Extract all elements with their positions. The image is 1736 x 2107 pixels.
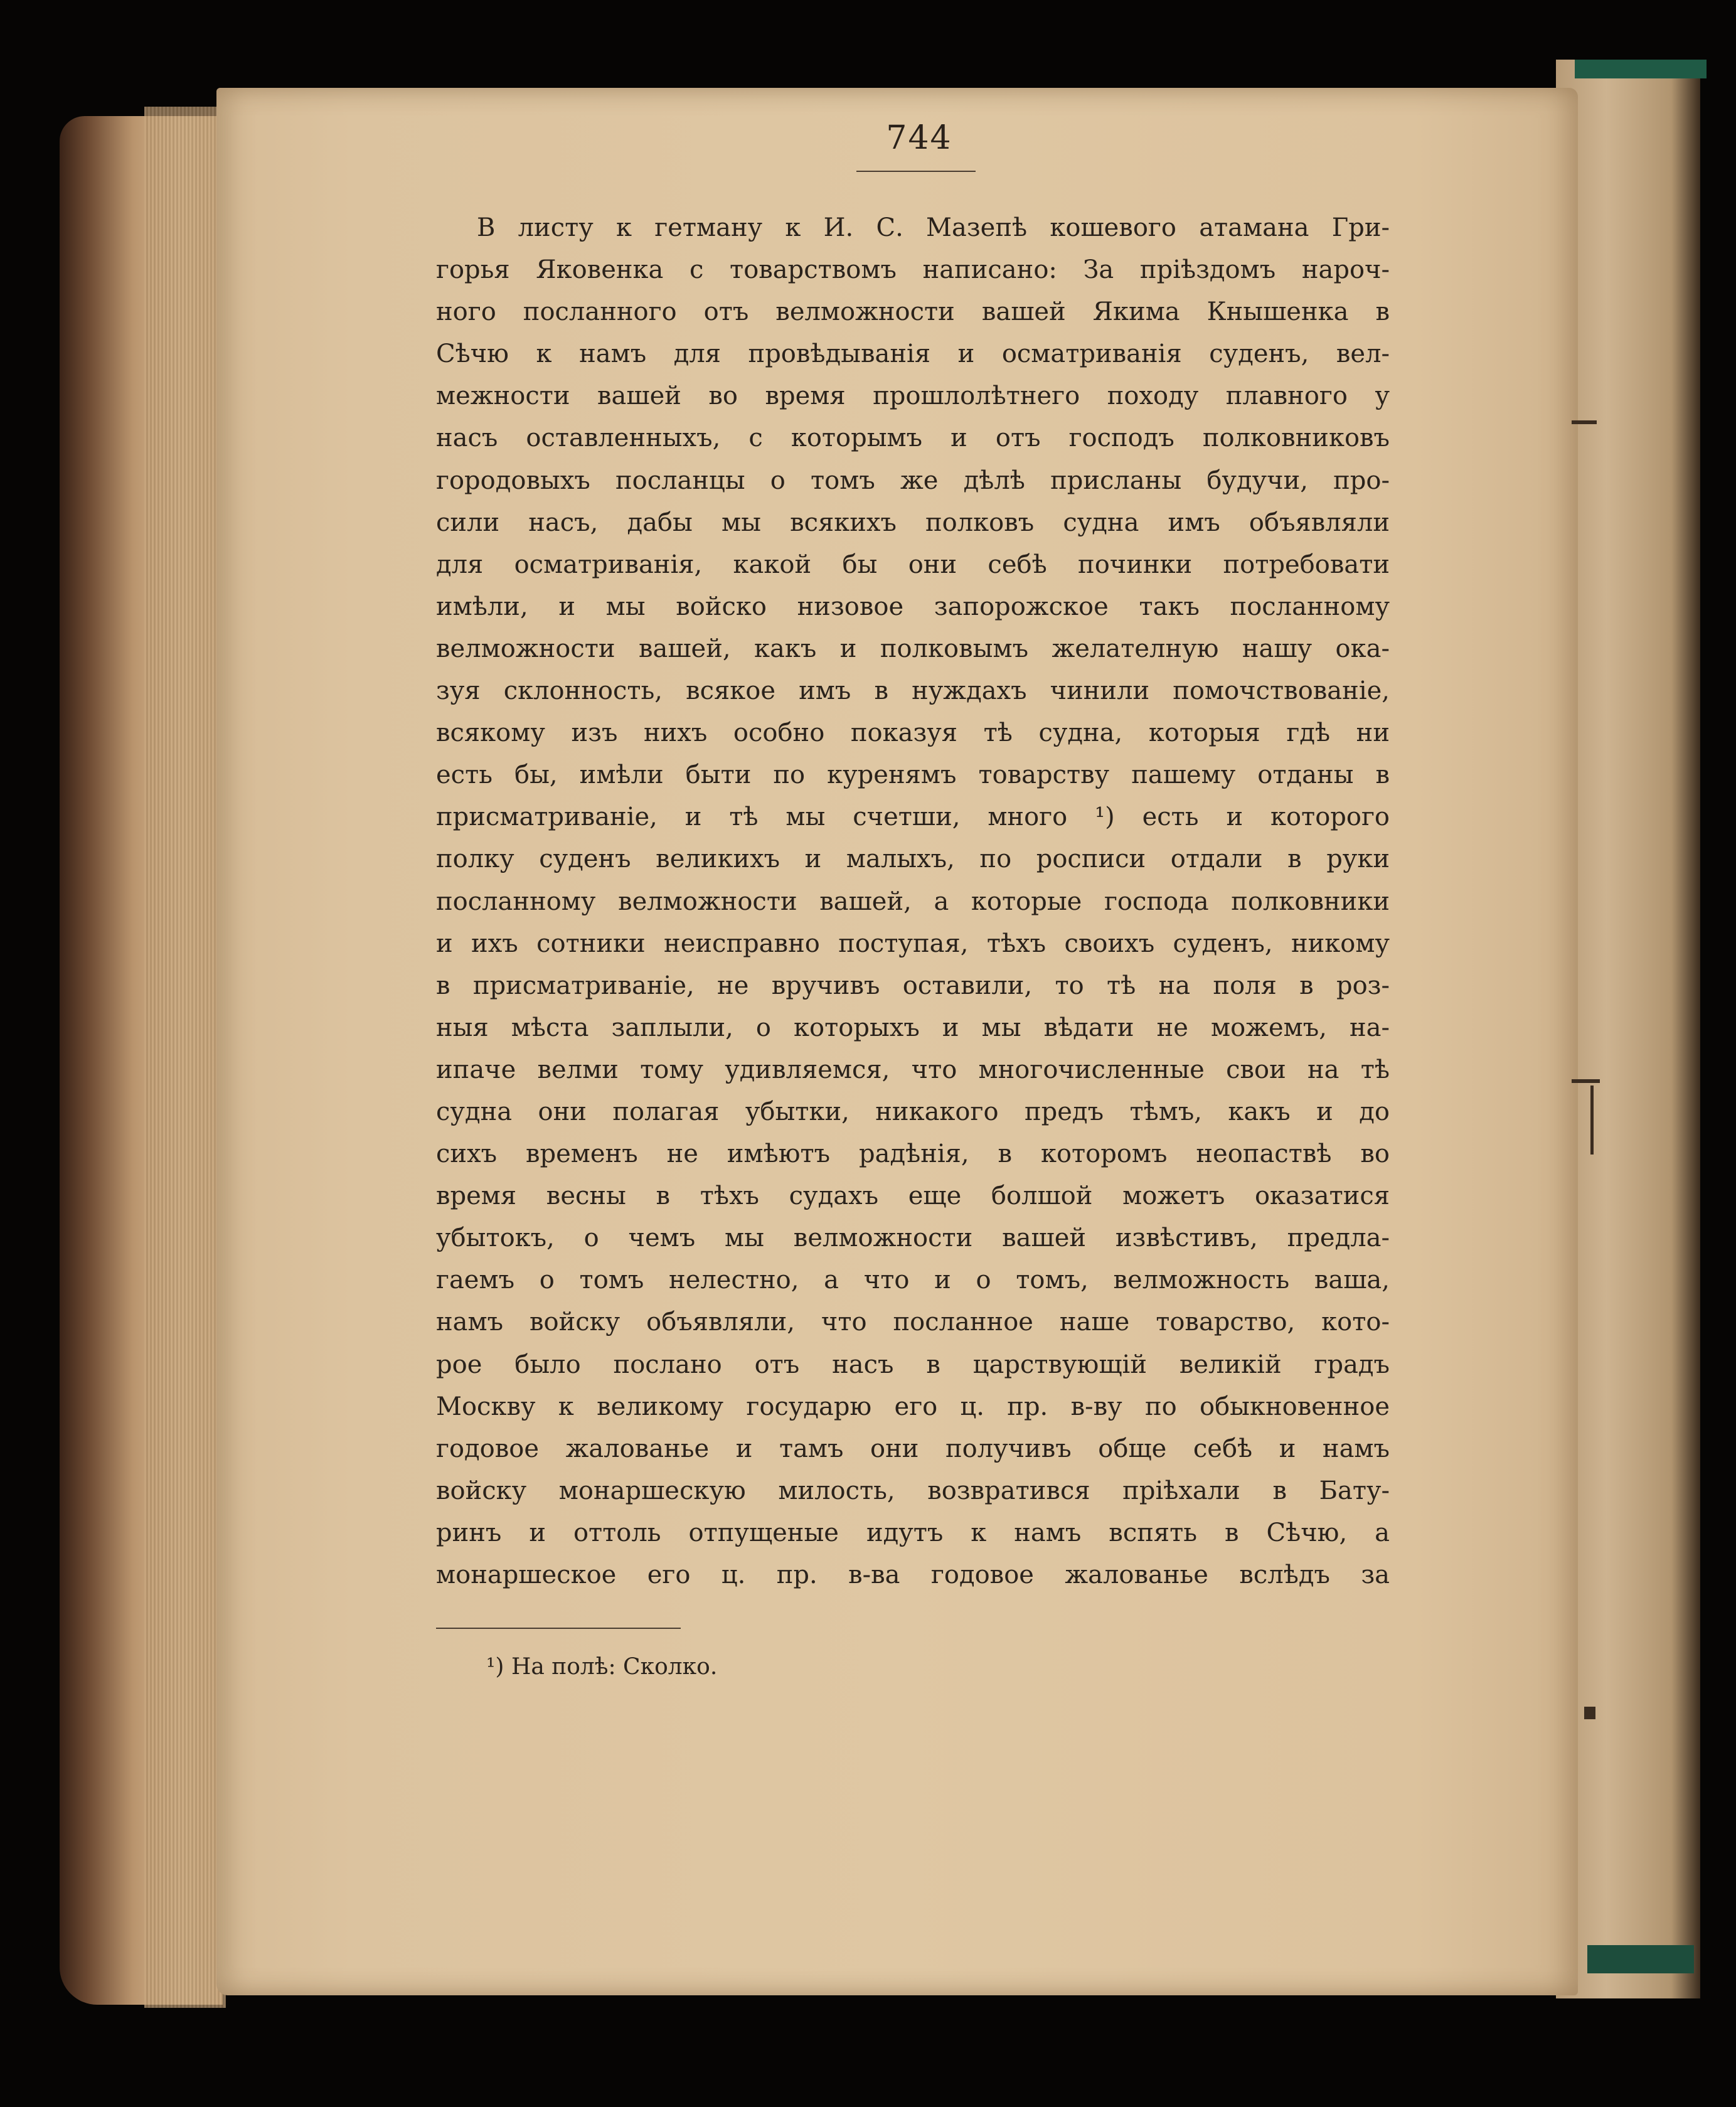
text-line: войску монаршескую милость, возвратився прiѣхали в Бату-	[436, 1476, 1390, 1505]
text-line: горья Яковенка с товарствомъ написано: За прiѣздомъ нароч-	[436, 255, 1390, 285]
footnote-text: На полѣ: Сколко.	[511, 1654, 718, 1680]
text-line: для осматриванiя, какой бы они себѣ починки потребовати	[436, 550, 1390, 579]
text-line: ринъ и оттоль отпущеные идутъ к намъ вспять в Сѣчю, а	[436, 1518, 1390, 1547]
footnote-rule	[436, 1628, 681, 1629]
footnote	[486, 1654, 717, 1680]
text-line: имѣли, и мы войско низовое запорожское такъ посланному	[436, 592, 1390, 621]
edge-notch	[1572, 1079, 1600, 1083]
text-line: присматриванiе, и тѣ мы счетши, много ¹) есть и которого	[436, 803, 1390, 832]
cover-binding-top	[1575, 60, 1707, 78]
text-line: ныя мѣста заплыли, о которыхъ и мы вѣдати не можемъ, на-	[436, 1013, 1390, 1042]
text-line: монаршеское его ц. пр. в-ва годовое жалованье вслѣдъ за	[436, 1560, 1390, 1589]
text-line: сихъ временъ не имѣютъ радѣнiя, в которомъ неопаствѣ во	[436, 1139, 1390, 1169]
text-line: судна они полагая убытки, никакого предъ тѣмъ, какъ и до	[436, 1097, 1390, 1126]
cover-binding-bottom	[1587, 1945, 1694, 1973]
text-line: Москву к великому государю его ц. пр. в-ву по обыкновенное	[436, 1392, 1390, 1421]
text-line: в присматриванiе, не вручивъ оставили, то тѣ на поля в роз-	[436, 971, 1390, 1000]
text-line: В листу к гетману к И. С. Мазепѣ кошевого атамана Гри-	[477, 213, 1390, 242]
text-line: Сѣчю к намъ для провѣдыванiя и осматриванiя суденъ, вел-	[436, 339, 1390, 369]
text-line: зуя склонность, всякое имъ в нуждахъ чинили помочствованiе,	[436, 676, 1390, 706]
page-number: 744	[886, 119, 952, 157]
page-number-rule	[856, 171, 976, 172]
text-line: ипаче велми тому удивляемся, что многочисленные свои на тѣ	[436, 1055, 1390, 1084]
text-line: есть бы, имѣли быти по куренямъ товарству пашему отданы в	[436, 760, 1390, 790]
text-line: межности вашей во время прошлолѣтнего походу плавного у	[436, 381, 1390, 411]
text-line: всякому изъ нихъ особно показуя тѣ судна, которыя гдѣ ни	[436, 718, 1390, 748]
text-line: полку суденъ великихъ и малыхъ, по росписи отдали в руки	[436, 845, 1390, 874]
body-text	[436, 207, 1390, 1596]
edge-notch	[1584, 1707, 1595, 1719]
text-line: насъ оставленныхъ, с которымъ и отъ господъ полковниковъ	[436, 424, 1390, 453]
text-line: городовыхъ посланцы о томъ же дѣлѣ присланы будучи, про-	[436, 466, 1390, 495]
text-line: и ихъ сотники неисправно поступая, тѣхъ своихъ суденъ, никому	[436, 929, 1390, 958]
text-line: намъ войску объявляли, что посланное наше товарство, кото-	[436, 1308, 1390, 1337]
edge-notch	[1572, 420, 1597, 424]
text-line: время весны в тѣхъ судахъ еще болшой можетъ оказатися	[436, 1182, 1390, 1211]
text-line: ного посланного отъ велможности вашей Якима Кнышенка в	[436, 297, 1390, 327]
book-page-edges-texture	[144, 107, 226, 2008]
text-line: посланному велможности вашей, а которые господа полковники	[436, 887, 1390, 916]
footnote-marker: ¹)	[486, 1654, 504, 1680]
text-line: убытокъ, о чемъ мы велможности вашей извѣстивъ, предла-	[436, 1224, 1390, 1253]
text-line: рое было послано отъ насъ в царствующiй великiй градъ	[436, 1350, 1390, 1379]
text-line: годовое жалованье и тамъ они получивъ обще себѣ и намъ	[436, 1434, 1390, 1463]
edge-notch	[1590, 1086, 1594, 1155]
text-line: сили насъ, дабы мы всякихъ полковъ судна имъ объявляли	[436, 508, 1390, 537]
text-line: гаемъ о томъ нелестно, а что и о томъ, велможность ваша,	[436, 1266, 1390, 1295]
text-line: велможности вашей, какъ и полковымъ желателную нашу ока-	[436, 634, 1390, 663]
